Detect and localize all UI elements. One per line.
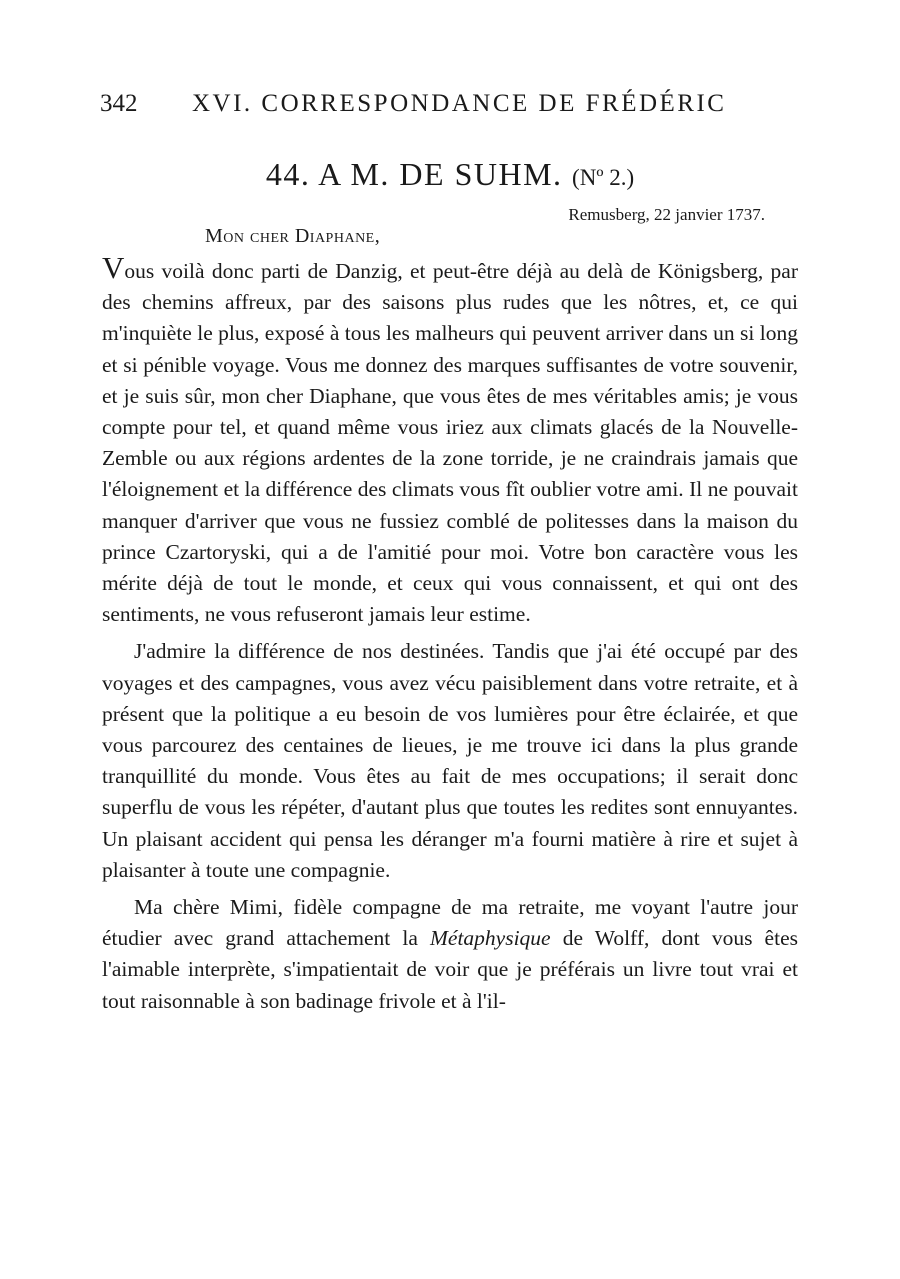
page-number: 342 [100, 90, 138, 117]
letter-note: (Nº 2.) [572, 165, 635, 190]
letter-number: 44. [265, 156, 311, 192]
dateline: Remusberg, 22 janvier 1737. [568, 205, 765, 224]
paragraph-2: J'admire la différence de nos destinées. Tandis que j'ai été occupé par des voyages et des campagnes, vous avez vécu paisiblement dans votre retraite, et à présent que la politique a eu besoin de vos lumières pour être éclairée, et que vous parcourez des centaines de lieues, je me trouve ici dans la plus grande tranquillité du monde. Vous êtes au fait de mes occupations; il serait donc superflu de vous les répéter, d'autant plus que toutes les redites sont ennuyantes. Un plaisant accident qui pensa les déranger m'a fourni matière à rire et sujet à plaisanter à toute une compagnie. [102, 639, 798, 882]
emphasized-title: Métaphysique [430, 926, 551, 951]
paragraph-3-text-before: Ma chère Mimi, fidèle compagne de ma retraite, me voyant l'autre jour étudier avec grand attachement la [102, 895, 798, 951]
initial-letter: V [102, 250, 125, 285]
running-title: XVI. CORRESPONDANCE DE FRÉDÉRIC [192, 90, 727, 117]
letter-title: A M. DE SUHM. [318, 156, 563, 192]
paragraph-1 [102, 250, 798, 630]
paragraph-3 [102, 892, 798, 1017]
letter-body [102, 250, 798, 1023]
salutation: Mon cher Diaphane, [205, 225, 381, 247]
paragraph-3-text-after: de Wolff, dont vous êtes l'aimable interprète, s'impatientait de voir que je préférais un livre tout vrai et tout raisonnable à son badinage frivole et à l'il- [102, 926, 798, 1013]
paragraph-1-text: ous voilà donc parti de Danzig, et peut-être déjà au delà de Königsberg, par des chemins affreux, par des saisons plus rudes que les nôtres, et, ce qui m'inquiète le plus, exposé à tous les malheurs qui peuvent arriver dans un si long et si pénible voyage. Vous me donnez des marques suffisantes de votre souvenir, et je suis sûr, mon cher Diaphane, que vous êtes de mes véritables amis; je vous compte pour tel, et quand même vous iriez aux climats glacés de la Nouvelle-Zemble ou aux régions ardentes de la zone torride, je ne craindrais jamais que l'éloignement et la différence des climats vous fît oublier votre ami. Il ne pouvait manquer d'arriver que vous ne fussiez comblé de politesses dans la maison du prince Czartoryski, qui a de l'amitié pour moi. Votre bon caractère vous les mérite déjà de tout le monde, et ceux qui vous connaissent, et qui ont des sentiments, ne vous refuseront jamais leur estime. [102, 259, 798, 627]
letter-heading [0, 156, 900, 193]
